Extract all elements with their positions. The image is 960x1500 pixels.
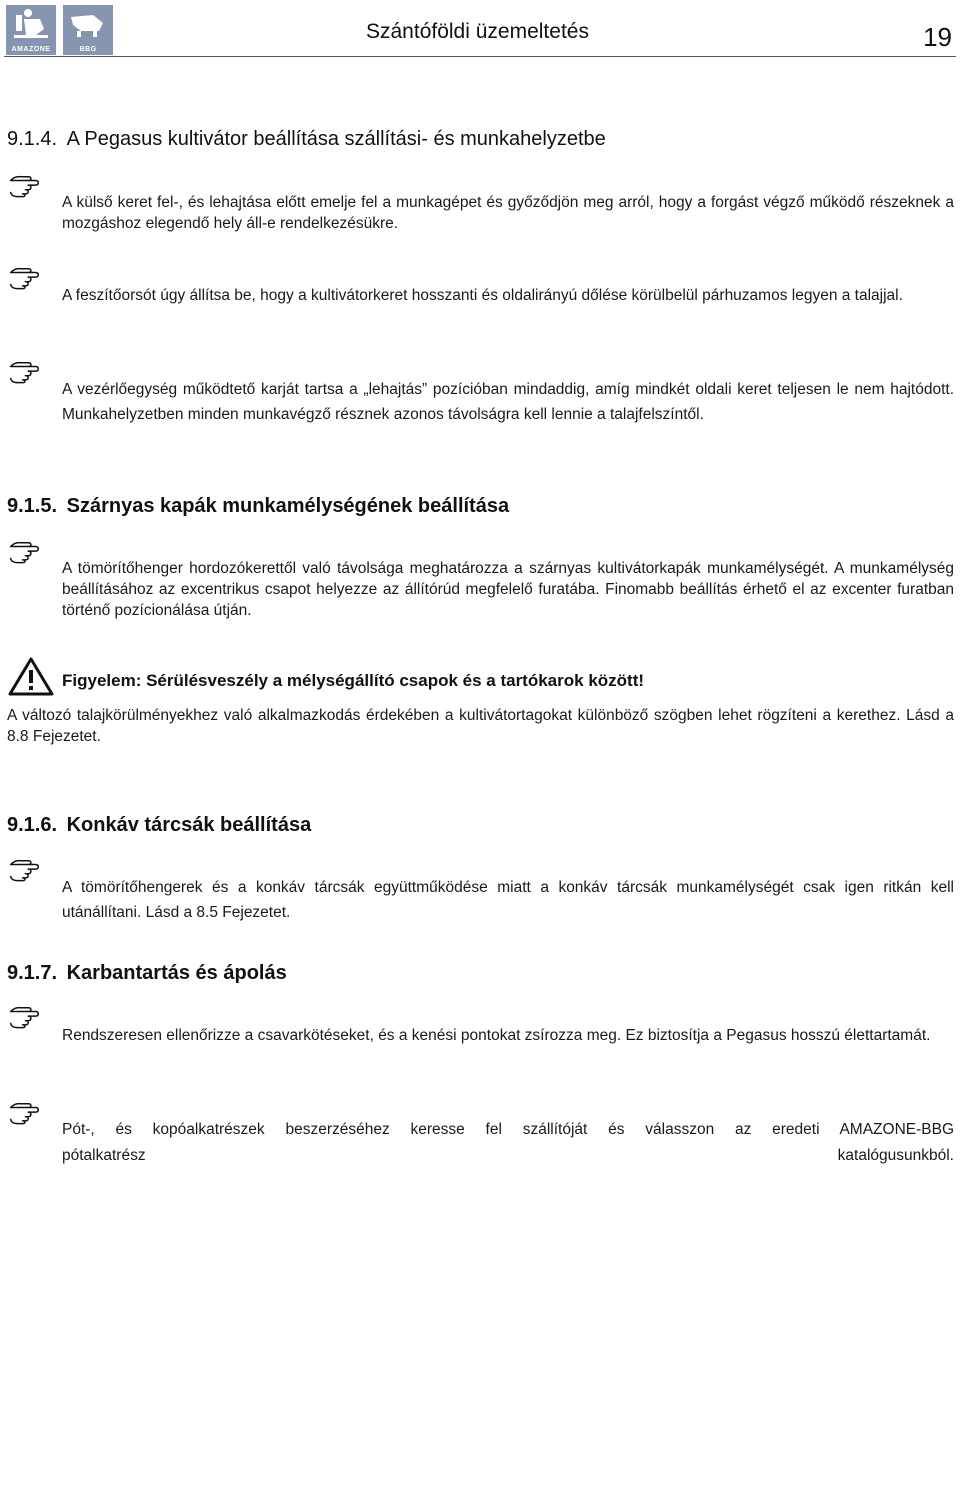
paragraph: A tömörítőhenger hordozókerettől való távolsága meghatározza a szárnyas kultivátorkapák munkamélységét. A munkamélység beállításához az excentrikus csapot helyezze az állítórúd megfelelő furatába. Finomabb beállítás érhető el az excenter furatban történő pozícionálása útján. xyxy=(62,560,954,619)
page-title: Szántóföldi üzemeltetés xyxy=(366,20,589,43)
paragraph: A feszítőorsót úgy állítsa be, hogy a kultivátorkeret hosszanti és oldalirányú dőlése körülbelül párhuzamos legyen a talajjal. xyxy=(62,287,903,304)
pointing-hand-icon xyxy=(8,1101,52,1125)
paragraph: Pót-, és kopóalkatrészek beszerzéséhez keresse fel szállítóját és válasszon az eredeti AMAZONE-BBG xyxy=(62,1121,954,1138)
bbg-logo-text: BBG xyxy=(79,46,97,53)
header-divider xyxy=(4,56,956,57)
amazone-logo-text: AMAZONE xyxy=(11,46,51,53)
section-title: Szárnyas kapák munkamélységének beállítása xyxy=(66,495,510,517)
section-number: 9.1.7. xyxy=(7,962,58,984)
pointing-hand-icon xyxy=(8,266,52,290)
section-heading-9-1-7 xyxy=(7,962,287,985)
pointing-hand-icon xyxy=(8,360,52,384)
bbg-logo-mark xyxy=(63,5,113,45)
section-heading-9-1-6 xyxy=(7,814,311,837)
section-number: 9.1.6. xyxy=(7,814,58,836)
paragraph: A külső keret fel-, és lehajtása előtt emelje fel a munkagépet és győződjön meg arról, hogy a forgást végző működő részeknek a mozgáshoz elegendő hely áll-e rendelkezésükre. xyxy=(62,194,954,232)
warning-text: Figyelem: Sérülésveszély a mélységállító csapok és a tartókarok között! xyxy=(62,671,645,690)
section-heading-9-1-5 xyxy=(7,495,509,518)
paragraph: Rendszeresen ellenőrizze a csavarkötéseket, és a kenési pontokat zsírozza meg. Ez biztosítja a Pegasus hosszú élettartamát. xyxy=(62,1027,931,1044)
amazone-logo-mark xyxy=(6,5,56,45)
section-heading-9-1-4 xyxy=(7,128,606,151)
pointing-hand-icon xyxy=(8,1005,52,1029)
section-number: 9.1.5. xyxy=(7,495,58,517)
page-number: 19 xyxy=(923,22,952,52)
paragraph: A vezérlőegység működtető karját tartsa a „lehajtás” pozícióban mindaddig, amíg mindkét oldali keret teljesen le nem hajtódott. Munkahelyzetben minden munkavégző résznek azonos távolságra kell lennie a talajfelszíntől. xyxy=(62,381,954,423)
section-title: Karbantartás és ápolás xyxy=(66,962,287,984)
paragraph: A tömörítőhengerek és a konkáv tárcsák együttműködése miatt a konkáv tárcsák munkamélységét csak igen ritkán kell utánállítani. Lásd a 8.5 Fejezetet. xyxy=(62,879,954,921)
pointing-hand-icon xyxy=(8,174,52,198)
paragraph-last-line-right: katalógusunkból. xyxy=(837,1147,954,1164)
section-title: A Pegasus kultivátor beállítása szállítási- és munkahelyzetbe xyxy=(66,128,606,150)
pointing-hand-icon xyxy=(8,858,52,882)
paragraph: A változó talajkörülményekhez való alkalmazkodás érdekében a kultivátortagokat különböző szögben lehet rögzíteni a kerethez. Lásd a 8.8 Fejezetet. xyxy=(7,707,954,745)
page-header xyxy=(0,0,960,60)
warning-triangle-icon xyxy=(8,656,54,696)
section-title: Konkáv tárcsák beállítása xyxy=(66,814,312,836)
pointing-hand-icon xyxy=(8,540,52,564)
bbg-logo xyxy=(63,5,113,55)
amazone-logo xyxy=(6,5,56,55)
paragraph-last-line-left: pótalkatrész xyxy=(62,1147,146,1164)
section-number: 9.1.4. xyxy=(7,128,58,150)
